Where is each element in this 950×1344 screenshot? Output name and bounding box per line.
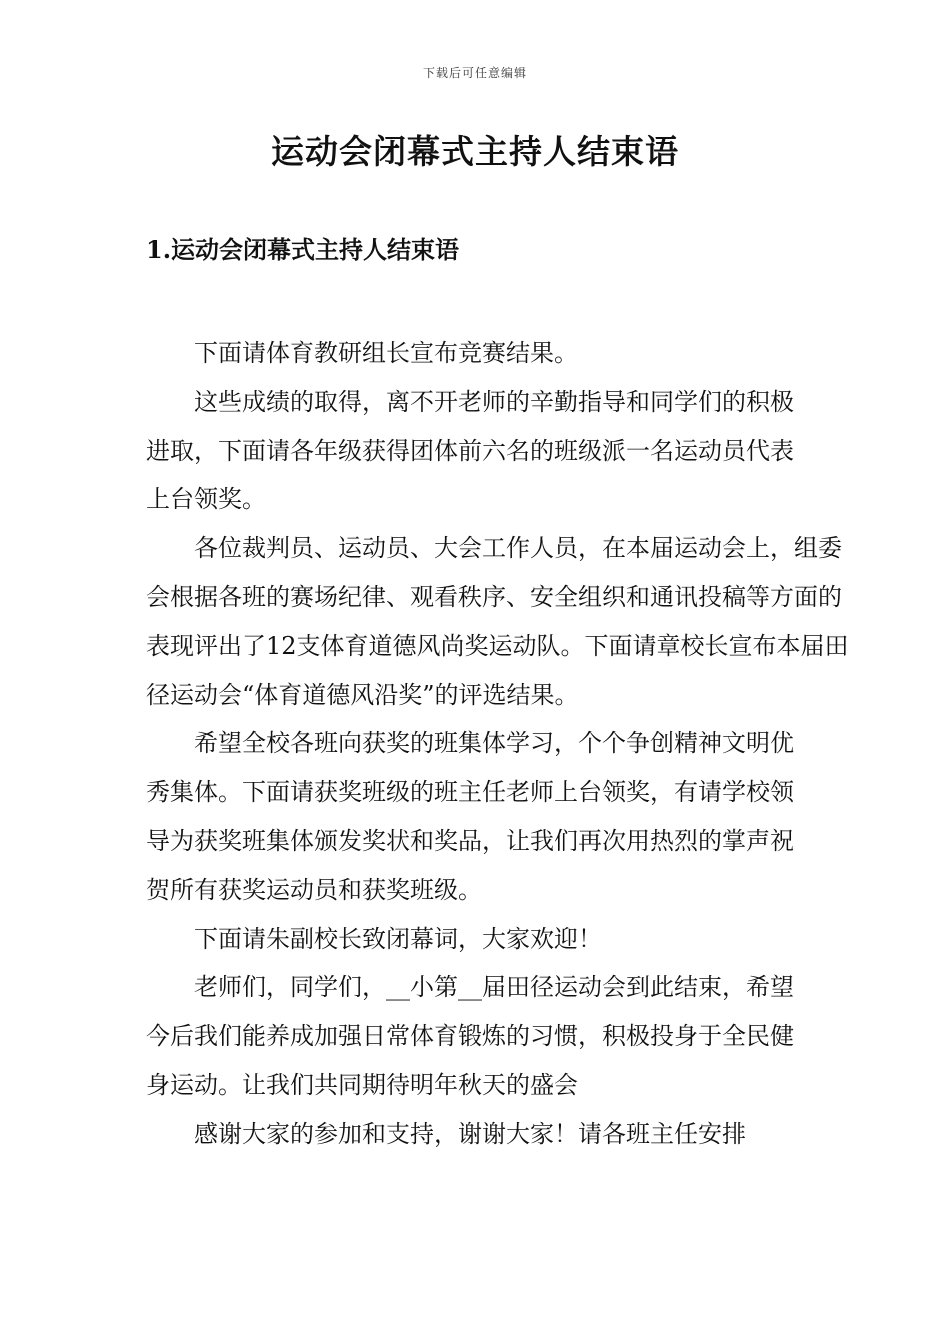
- paragraph: 老师们，同学们，__小第__届田径运动会到此结束，希望今后我们能养成加强日常体育锻炼的习惯，积极投身于全民健身运动。让我们共同期待明年秋天的盛会: [146, 973, 794, 1099]
- paragraph: 这些成绩的取得，离不开老师的辛勤指导和同学们的积极进取，下面请各年级获得团体前六名的班级派一名运动员代表上台领奖。: [146, 387, 794, 514]
- page-header-note: 下载后可任意编辑: [422, 66, 527, 80]
- paragraph: 下面请体育教研组长宣布竞赛结果。: [194, 339, 578, 367]
- section-heading: 1.运动会闭幕式主持人结束语: [146, 235, 460, 264]
- document-body: [146, 329, 849, 1159]
- paragraph: 下面请朱副校长致闭幕词，大家欢迎！: [194, 924, 602, 953]
- paragraph: 各位裁判员、运动员、大会工作人员，在本届运动会上，组委会根据各班的赛场纪律、观看秩序、安全组织和通讯投稿等方面的表现评出了12支体育道德风尚奖运动队。下面请章校长宣布本届田径运动会“体育道德风沿奖”的评选结果。: [146, 534, 849, 709]
- paragraph: 希望全校各班向获奖的班集体学习，个个争创精神文明优秀集体。下面请获奖班级的班主任老师上台领奖，有请学校领导为获奖班集体颁发奖状和奖品，让我们再次用热烈的掌声祝贺所有获奖运动员和获奖班级。: [146, 729, 794, 904]
- paragraph: 感谢大家的参加和支持，谢谢大家！请各班主任安排: [194, 1119, 746, 1148]
- document-title: 运动会闭幕式主持人结束语: [271, 132, 679, 171]
